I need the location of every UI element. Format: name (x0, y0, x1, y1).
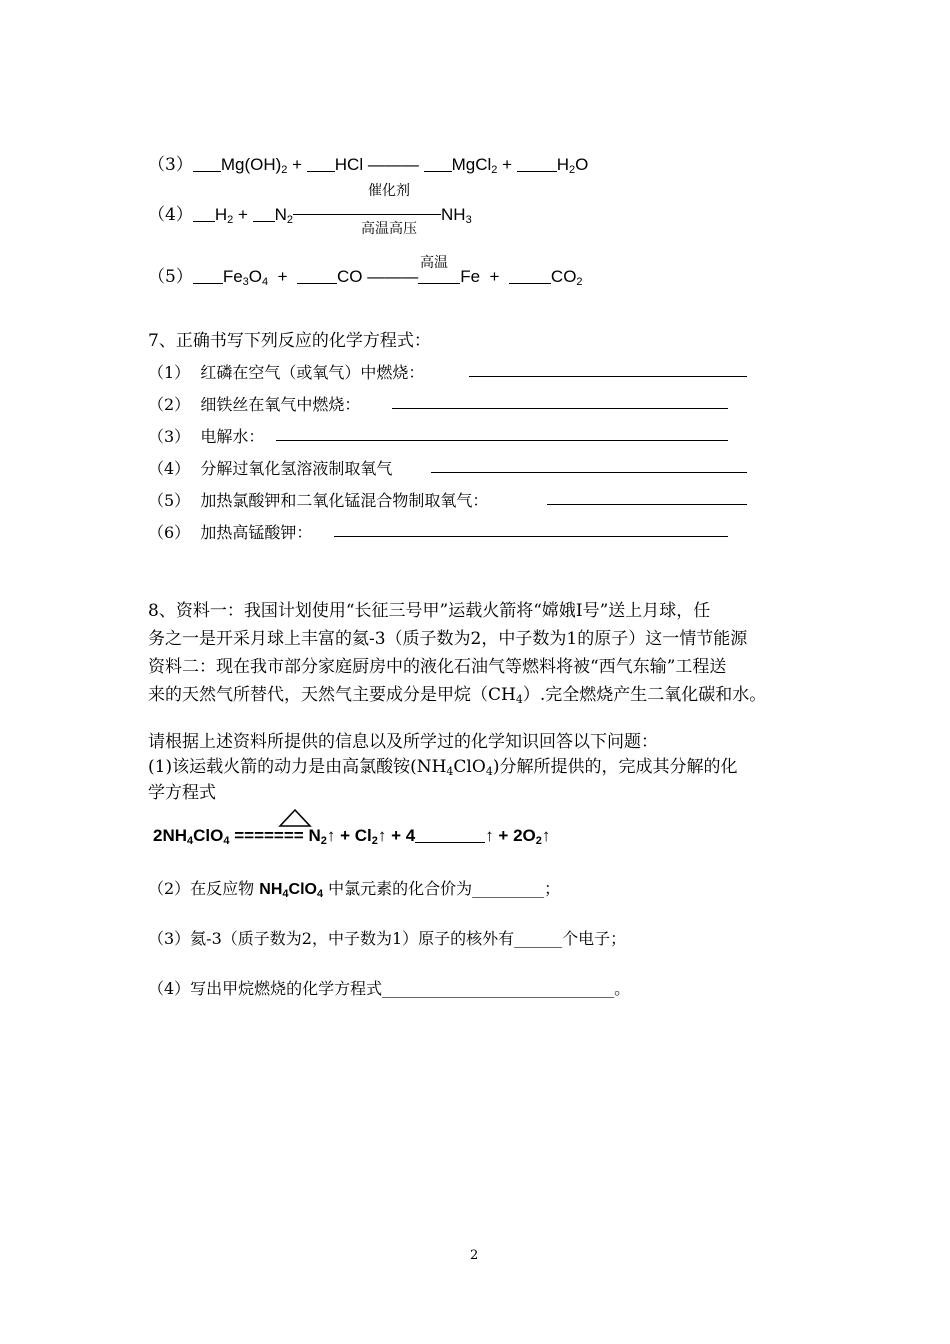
heating-triangle-icon (278, 808, 312, 828)
q7-item-3: （3） 电解水： (148, 427, 265, 446)
eq5-condition-top: 高温 (420, 255, 448, 271)
q8-line-3: 资料二：现在我市部分家庭厨房中的液化石油气等燃料将被“西气东输”工程送 (148, 657, 727, 677)
eq4-condition-top: 催化剂 (368, 183, 410, 199)
eq3-blank-3[interactable] (424, 157, 452, 172)
q8-decomposition-equation: $2NH_4ClO_4$ ======= $N_2↑$ + $Cl_2↑ + 4$ ↑ + $2O_2↑$ (153, 826, 551, 847)
q8-equation-blank[interactable] (415, 828, 485, 843)
q8-sub2: （2）在反应物 $NH_4ClO_4$ 中氯元素的化合价为_________； (148, 879, 561, 900)
eq4-blank-2[interactable] (253, 207, 275, 222)
q7-item-2: （2） 细铁丝在氧气中燃烧： (148, 395, 361, 414)
eq3-blank-4[interactable] (517, 157, 557, 172)
q8-prompt: 请根据上述资料所提供的信息以及所学过的化学知识回答以下问题： (148, 732, 658, 752)
q7-item-5: （5） 加热氯酸钾和二氧化锰混合物制取氧气： (148, 491, 489, 510)
q7-title: 7、正确书写下列反应的化学方程式： (148, 331, 431, 351)
q8-sub3: （3）氦-3（质子数为2，中子数为1）原子的核外有______个电子； (148, 929, 627, 948)
q7-answer-line-3[interactable] (276, 440, 728, 441)
equation-4: （4） $H_2 + N_2$ $NH_3$ (148, 205, 472, 226)
q8-sub1-line1: (1)该运载火箭的动力是由高氯酸铵$(NH_4ClO_4)$分解所提供的，完成其分解的化 (148, 757, 738, 778)
q7-item-4: （4） 分解过氧化氢溶液制取氧气 (148, 459, 393, 478)
eq3-number: （3） (148, 155, 193, 175)
q7-answer-line-4[interactable] (431, 472, 747, 473)
q8-sub4: （4）写出甲烷燃烧的化学方程式_____________________________。 (148, 979, 631, 998)
q8-line-1: 8、资料一：我国计划使用“长征三号甲”运载火箭将“嫦娥Ⅰ号”送上月球，任 (148, 601, 711, 621)
q8-line-2: 务之一是开采月球上丰富的氦-3（质子数为2，中子数为1的原子）这一情节能源 (148, 629, 748, 649)
eq3-blank-2[interactable] (307, 157, 335, 172)
q8-line-4: 来的天然气所替代，天然气主要成分是甲烷$(CH_4)$.完全燃烧产生二氧化碳和水。 (148, 685, 767, 706)
page-number: 2 (470, 1248, 479, 1263)
eq5-blank-3[interactable] (418, 269, 460, 284)
q8-sub1-line2: 学方程式 (148, 783, 216, 803)
eq5-blank-1[interactable] (193, 269, 223, 284)
eq4-number: （4） (148, 205, 193, 225)
eq5-number: （5） (148, 267, 193, 287)
q7-answer-line-5[interactable] (547, 504, 747, 505)
q7-answer-line-2[interactable] (392, 408, 728, 409)
q7-item-6: （6） 加热高锰酸钾： (148, 523, 313, 542)
eq4-condition-bottom: 高温高压 (361, 221, 417, 237)
equation-3: （3） $Mg(OH)_2$ + HCl ——— MgCl$_2$ + $H_2O$ (148, 155, 589, 176)
eq4-blank-1[interactable] (193, 207, 215, 222)
q7-item-1: （1） 红磷在空气（或氧气）中燃烧： (148, 363, 425, 382)
eq4-reaction-line (293, 214, 441, 215)
q7-answer-line-1[interactable] (469, 376, 747, 377)
equation-5: （5） $Fe_3O_4$ + CO ——— $Fe + CO_2$ (148, 267, 583, 288)
eq3-blank-1[interactable] (193, 157, 221, 172)
eq5-blank-2[interactable] (297, 269, 337, 284)
eq5-blank-4[interactable] (509, 269, 551, 284)
q7-answer-line-6[interactable] (334, 536, 728, 537)
